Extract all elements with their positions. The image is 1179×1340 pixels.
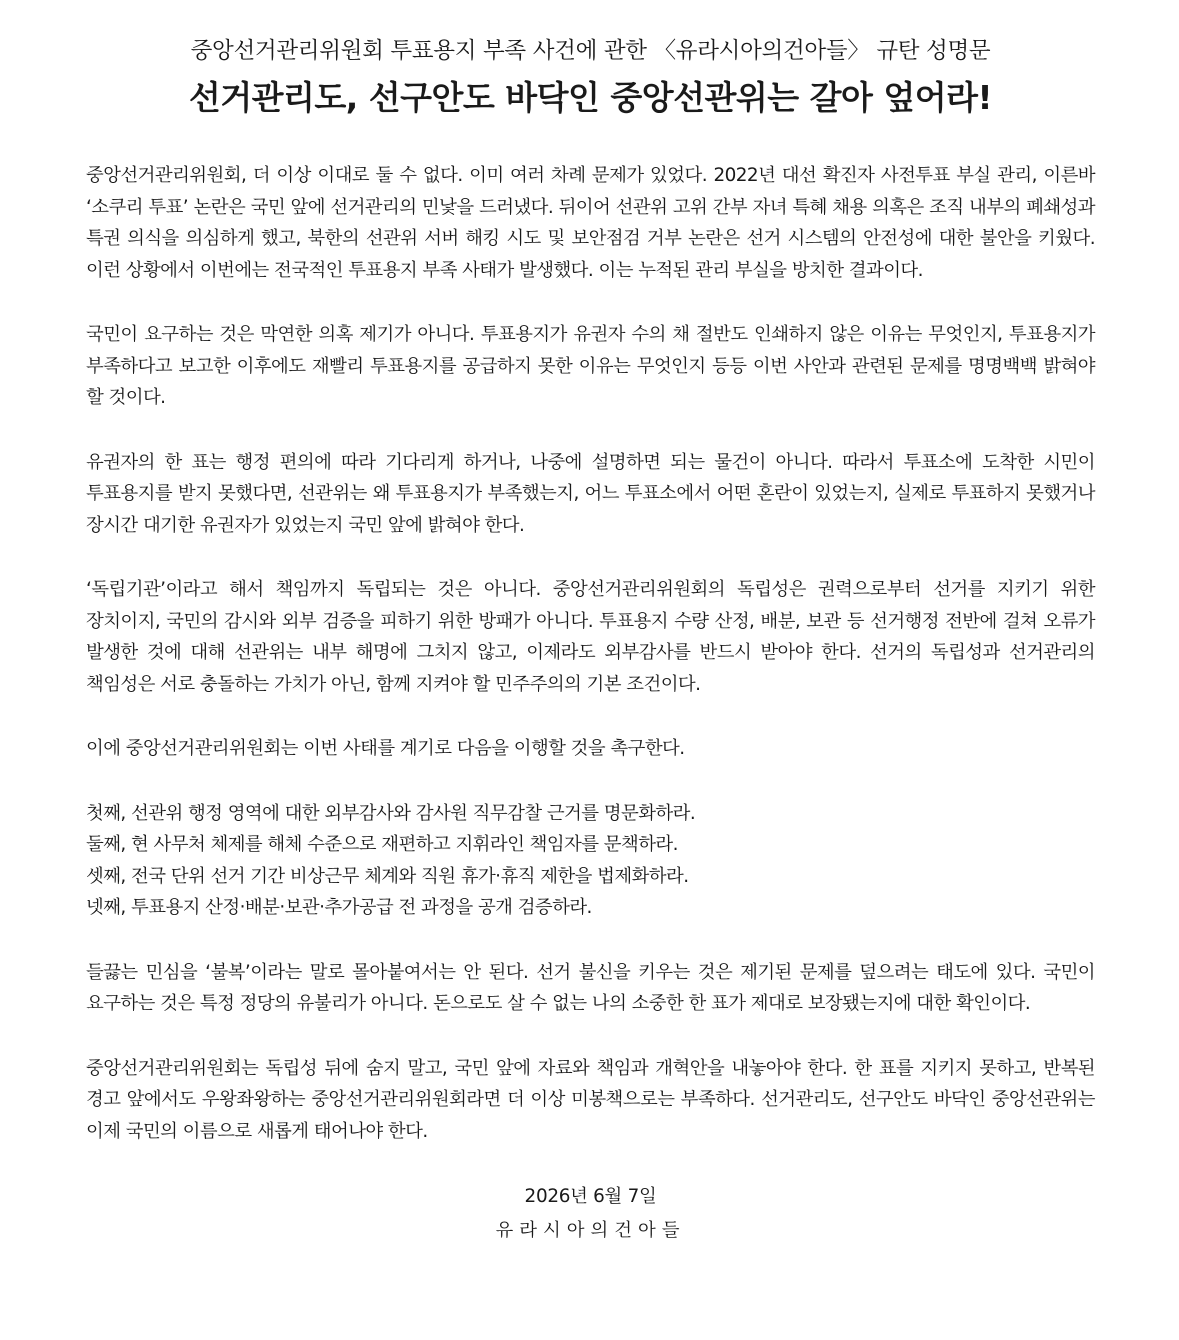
statement-subtitle: 중앙선거관리위원회 투표용지 부족 사건에 관한 〈유라시아의건아들〉 규탄 성명문 (190, 38, 991, 64)
paragraph-independence: ‘독립기관’이라고 해서 책임까지 독립되는 것은 아니다. 중앙선거관리위원회의 독립성은 권력으로부터 선거를 지키기 위한 장치이지, 국민의 감시와 외부 검증을 피하기 위한 방패가 아니다. 투표용지 수량 산정, 배분, 보관 등 선거행정 전반에 걸쳐 오류가 발생한 것에 대해 선관위는 내부 해명에 그치지 않고, 이제라도 외부감사를 반드시 받아야 한다. 선거의 독립성과 선거관리의 책임성은 서로 충돌하는 가치가 아닌, 함께 지켜야 할 민주주의의 기본 조건이다. (86, 579, 1095, 695)
paragraph-voter-right: 유권자의 한 표는 행정 편의에 따라 기다리게 하거나, 나중에 설명하면 되는 물건이 아니다. 따라서 투표소에 도착한 시민이 투표용지를 받지 못했다면, 선관위는 왜 투표용지가 부족했는지, 어느 투표소에서 어떤 혼란이 있었는지, 실제로 투표하지 못했거나 장시간 대기한 유권자가 있었는지 국민 앞에 밝혀야 한다. (86, 451, 1095, 536)
paragraph-public-sentiment: 들끓는 민심을 ‘불복’이라는 말로 몰아붙여서는 안 된다. 선거 불신을 키우는 것은 제기된 문제를 덮으려는 태도에 있다. 국민이 요구하는 것은 특정 정당의 유불리가 아니다. 돈으로도 살 수 없는 나의 소중한 한 표가 제대로 보장됐는지에 대한 확인이다. (86, 961, 1095, 1014)
paragraph-conclusion: 중앙선거관리위원회는 독립성 뒤에 숨지 말고, 국민 앞에 자료와 책임과 개혁안을 내놓아야 한다. 한 표를 지키지 못하고, 반복된 경고 앞에서도 우왕좌왕하는 중앙선거관리위원회라면 더 이상 미봉책으로는 부족하다. 선거관리도, 선구안도 바닥인 중앙선관위는 이제 국민의 이름으로 새롭게 태어나야 한다. (86, 1057, 1095, 1142)
paragraph-background: 중앙선거관리위원회, 더 이상 이대로 둘 수 없다. 이미 여러 차례 문제가 있었다. 2022년 대선 확진자 사전투표 부실 관리, 이른바 ‘소쿠리 투표’ 논란은 국민 앞에 선거관리의 민낯을 드러냈다. 뒤이어 선관위 고위 간부 자녀 특혜 채용 의혹은 조직 내부의 폐쇄성과 특권 의식을 의심하게 했고, 북한의 선관위 서버 해킹 시도 및 보안점검 거부 논란은 선거 시스템의 안전성에 대한 불안을 키웠다. 이런 상황에서 이번에는 전국적인 투표용지 부족 사태가 발생했다. 이는 누적된 관리 부실을 방치한 결과이다. (86, 165, 1095, 281)
demand-item: 넷째, 투표용지 산정·배분·보관·추가공급 전 과정을 공개 검증하라. (86, 897, 592, 918)
statement-organization: 유라시아의건아들 (495, 1220, 686, 1241)
demands-list (86, 798, 1095, 924)
paragraph-call-to-action: 이에 중앙선거관리위원회는 이번 사태를 계기로 다음을 이행할 것을 촉구한다. (86, 738, 685, 759)
demand-item: 둘째, 현 사무처 체제를 해체 수준으로 재편하고 지휘라인 책임자를 문책하라. (86, 834, 678, 855)
demand-item: 셋째, 전국 단위 선거 기간 비상근무 체계와 직원 휴가·휴직 제한을 법제화하라. (86, 865, 689, 887)
paragraph-public-demand: 국민이 요구하는 것은 막연한 의혹 제기가 아니다. 투표용지가 유권자 수의 채 절반도 인쇄하지 않은 이유는 무엇인지, 투표용지가 부족하다고 보고한 이후에도 재빨리 투표용지를 공급하지 못한 이유는 무엇인지 등등 이번 사안과 관련된 문제를 명명백백 밝혀야 할 것이다. (86, 324, 1095, 408)
statement-footer (86, 1180, 1095, 1248)
statement-title: 선거관리도, 선구안도 바닥인 중앙선관위는 갈아 엎어라! (188, 78, 993, 117)
demand-item: 첫째, 선관위 행정 영역에 대한 외부감사와 감사원 직무감찰 근거를 명문화하라. (86, 802, 696, 824)
statement-date: 2026년 6월 7일 (524, 1186, 657, 1207)
statement-body (86, 160, 1095, 1147)
